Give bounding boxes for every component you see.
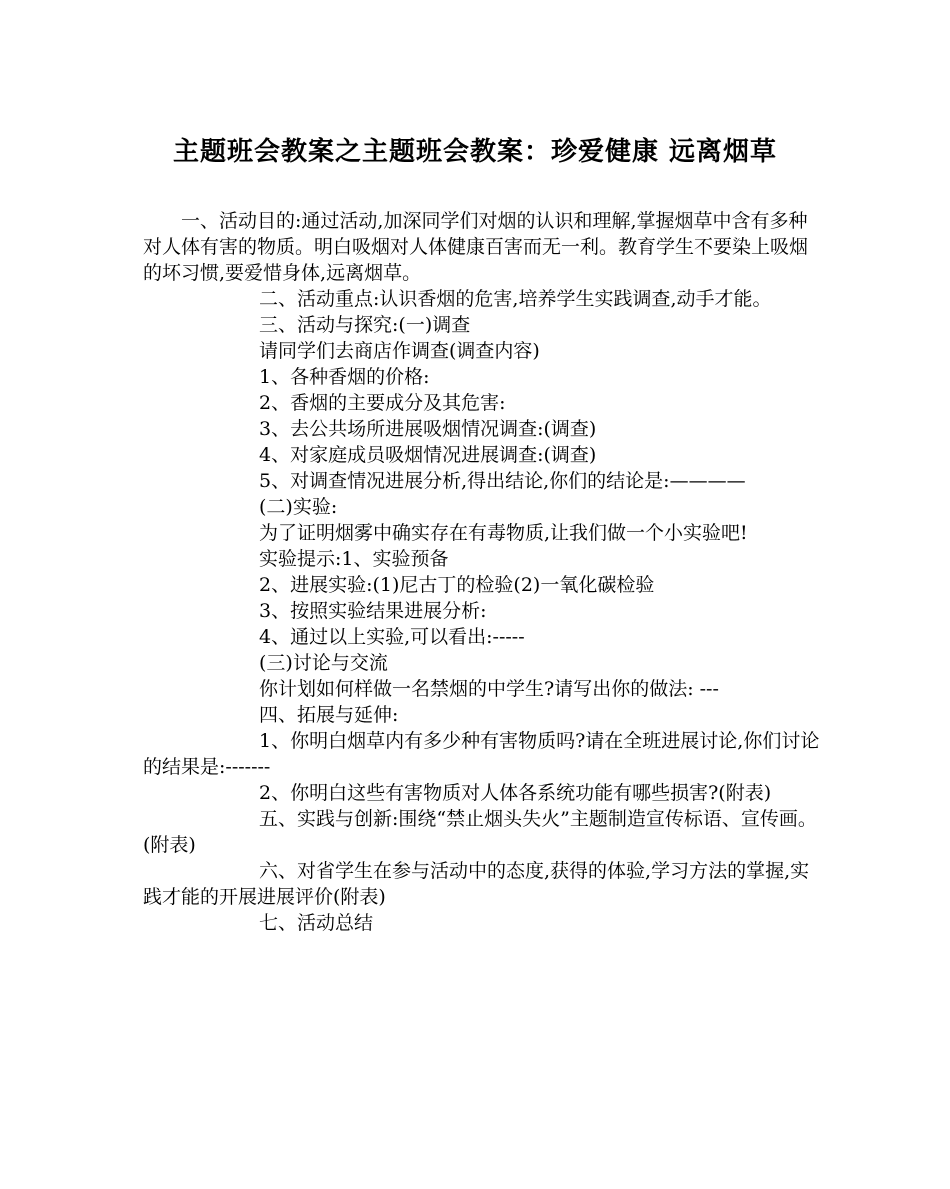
paragraph-evaluation: 六、对省学生在参与活动中的态度,获得的体验,学习方法的掌握,实践才能的开展进展评价(附表) bbox=[143, 860, 810, 908]
paragraph-survey-intro: 请同学们去商店作调查(调查内容) bbox=[259, 340, 540, 362]
paragraph-extension-item-2: 2、你明白这些有害物质对人体各系统功能有哪些损害?(附表) bbox=[259, 782, 772, 804]
paragraph-activity-explore: 三、活动与探究:(一)调查 bbox=[259, 314, 471, 336]
paragraph-extension-item-1: 1、你明白烟草内有多少种有害物质吗?请在全班进展讨论,你们讨论的结果是:------- bbox=[143, 730, 820, 778]
paragraph-extension-heading: 四、拓展与延伸: bbox=[259, 704, 399, 726]
paragraph-experiment-intro: 为了证明烟雾中确实存在有毒物质,让我们做一个小实验吧! bbox=[259, 522, 748, 544]
paragraph-summary: 七、活动总结 bbox=[259, 912, 374, 934]
paragraph-activity-focus: 二、活动重点:认识香烟的危害,培养学生实践调查,动手才能。 bbox=[259, 288, 772, 310]
document-title: 主题班会教案之主题班会教案：珍爱健康 远离烟草 bbox=[172, 137, 778, 167]
paragraph-experiment-tip-2: 2、进展实验:(1)尼古丁的检验(2)一氧化碳检验 bbox=[259, 574, 655, 596]
paragraph-discussion-question: 你计划如何样做一名禁烟的中学生?请写出你的做法: --- bbox=[259, 678, 719, 700]
paragraph-discussion-heading: (三)讨论与交流 bbox=[259, 652, 388, 674]
document-body bbox=[143, 208, 823, 936]
paragraph-practice-innovation: 五、实践与创新:围绕“禁止烟头失火”主题制造宣传标语、宣传画。(附表) bbox=[143, 808, 817, 856]
paragraph-survey-item-3: 3、去公共场所进展吸烟情况调查:(调查) bbox=[259, 418, 597, 440]
paragraph-survey-item-5: 5、对调查情况进展分析,得出结论,你们的结论是:———— bbox=[259, 470, 746, 492]
paragraph-experiment-tip-3: 3、按照实验结果进展分析: bbox=[259, 600, 487, 622]
paragraph-experiment-tip-4: 4、通过以上实验,可以看出:----- bbox=[259, 626, 525, 648]
paragraph-survey-item-4: 4、对家庭成员吸烟情况进展调查:(调查) bbox=[259, 444, 597, 466]
paragraph-experiment-heading: (二)实验: bbox=[259, 496, 338, 518]
paragraph-experiment-tip-1: 实验提示:1、实验预备 bbox=[259, 548, 449, 570]
paragraph-survey-item-2: 2、香烟的主要成分及其危害: bbox=[259, 392, 506, 414]
paragraph-activity-goal: 一、活动目的:通过活动,加深同学们对烟的认识和理解,掌握烟草中含有多种对人体有害的物质。明白吸烟对人体健康百害而无一利。教育学生不要染上吸烟的坏习惯,要爱惜身体,远离烟草。 bbox=[143, 210, 809, 284]
paragraph-survey-item-1: 1、各种香烟的价格: bbox=[259, 366, 430, 388]
